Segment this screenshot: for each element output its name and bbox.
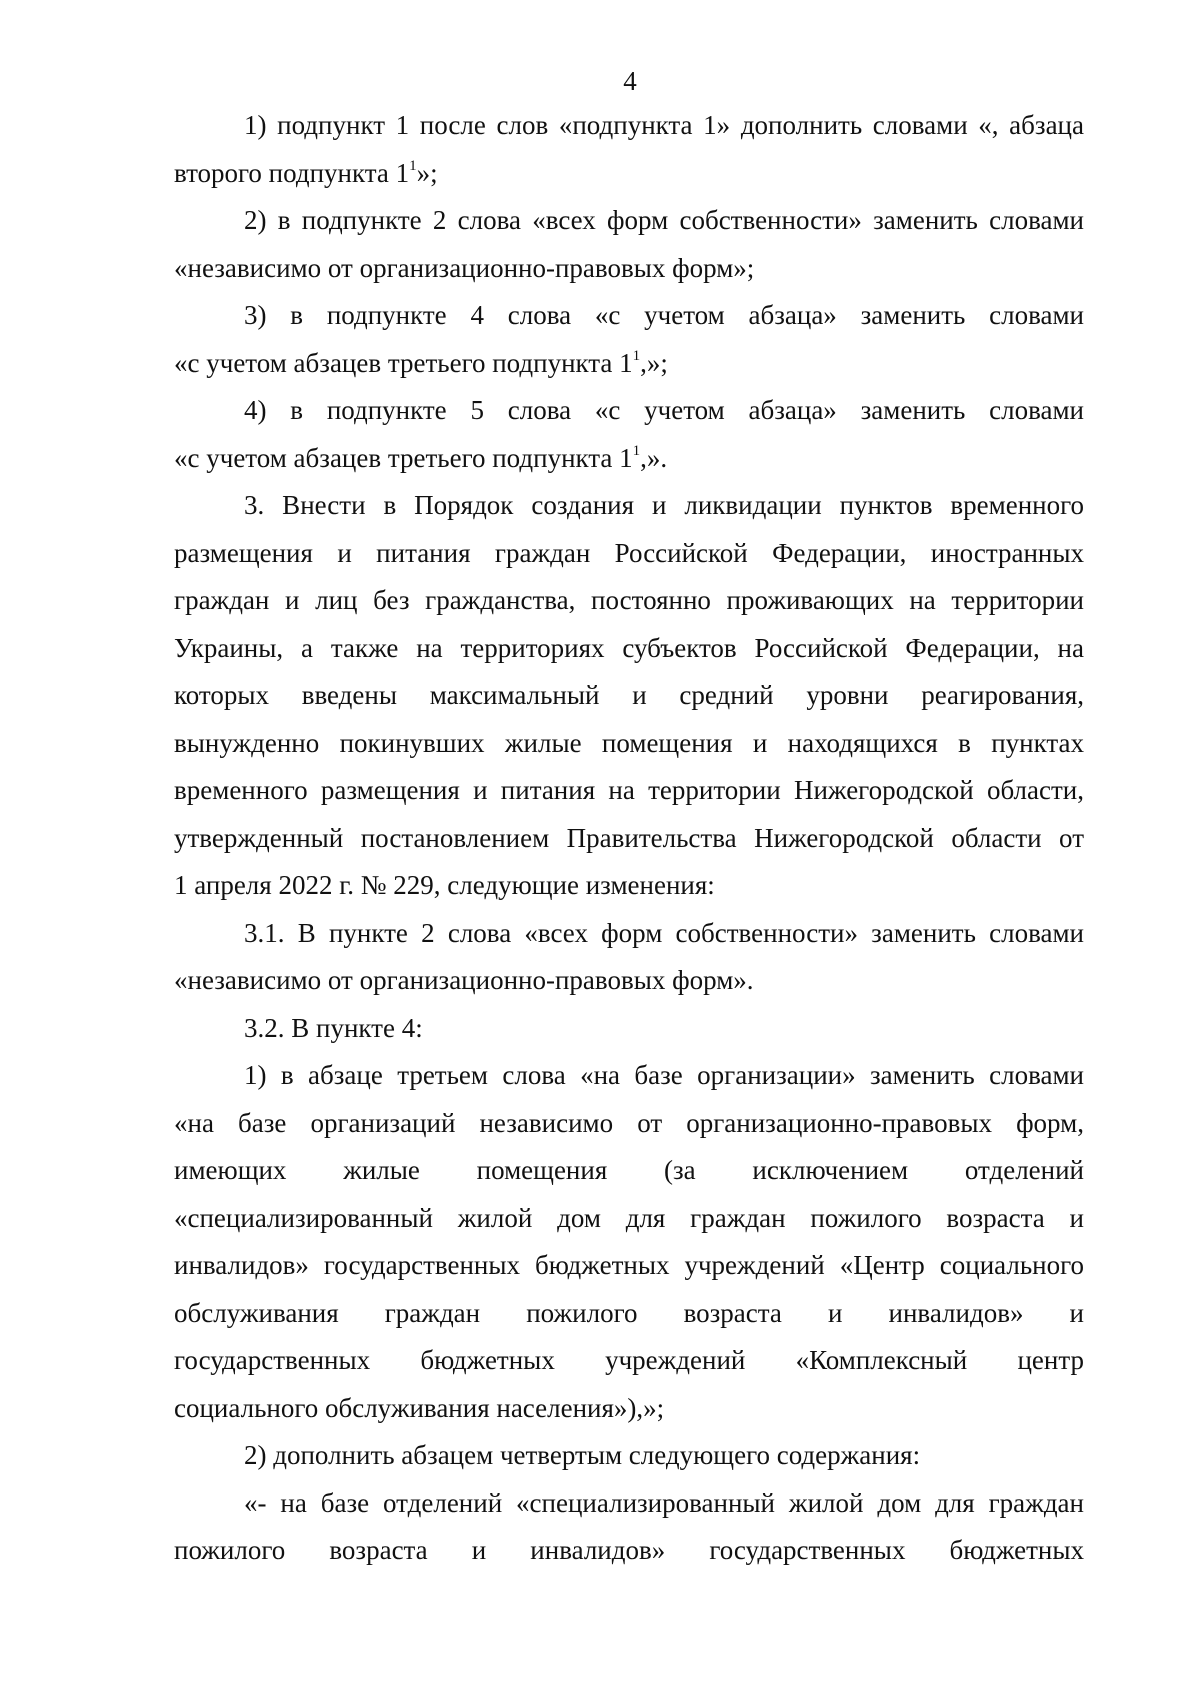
paragraph-item-3-2-sub-2 <box>174 1432 1084 1480</box>
text-line: 1) в абзаце третьем слова «на базе организации» заменить словами <box>244 1060 1084 1090</box>
text-line: 1 апреля 2022 г. № 229, следующие изменения: <box>174 870 715 900</box>
paragraph-subitem-1 <box>174 102 1084 197</box>
superscript: 1 <box>409 157 417 174</box>
paragraph-subitem-2 <box>174 197 1084 292</box>
text-line: «независимо от организационно-правовых форм». <box>174 965 754 995</box>
text-line: «специализированный жилой дом для граждан пожилого возраста и <box>174 1202 1084 1233</box>
text-line: социального обслуживания населения»),»; <box>174 1392 665 1423</box>
text-fragment: ,»; <box>640 347 668 378</box>
document-body <box>174 102 1084 1575</box>
text-line: временного размещения и питания на территории Нижегородской области, <box>174 775 1084 805</box>
paragraph-subitem-3 <box>174 292 1084 387</box>
text-line: Украины, а также на территориях субъектов Российской Федерации, на <box>174 632 1084 663</box>
text-fragment: «с учетом абзацев третьего подпункта 1 <box>174 347 633 378</box>
text-fragment: »; <box>416 157 438 188</box>
text-line <box>174 340 1084 388</box>
page-number: 4 <box>623 66 637 96</box>
text-line: обслуживания граждан пожилого возраста и инвалидов» и <box>174 1297 1084 1328</box>
text-line: «- на базе отделений «специализированный жилой дом для граждан <box>244 1487 1084 1518</box>
text-fragment: ,». <box>640 442 668 473</box>
text-fragment: второго подпункта 1 <box>174 157 410 188</box>
paragraph-item-3-2-sub-1 <box>174 1052 1084 1432</box>
text-line: утвержденный постановлением Правительства Нижегородской области от <box>174 822 1084 853</box>
text-line: 2) дополнить абзацем четвертым следующего содержания: <box>244 1440 921 1470</box>
text-line: 2) в подпункте 2 слова «всех форм собственности» заменить словами <box>244 205 1084 235</box>
text-line: 3.1. В пункте 2 слова «всех форм собственности» заменить словами <box>244 917 1084 948</box>
paragraph-item-3 <box>174 482 1084 910</box>
text-line: 3) в подпункте 4 слова «с учетом абзаца» заменить словами <box>244 300 1084 330</box>
text-fragment: «с учетом абзацев третьего подпункта 1 <box>174 442 633 473</box>
text-line: «независимо от организационно-правовых форм»; <box>174 252 755 283</box>
text-line: имеющих жилые помещения (за исключением отделений <box>174 1155 1084 1185</box>
text-line: 1) подпункт 1 после слов «подпункта 1» дополнить словами «, абзаца <box>244 110 1084 140</box>
text-line: государственных бюджетных учреждений «Комплексный центр <box>174 1345 1084 1375</box>
superscript: 1 <box>632 347 641 364</box>
text-line: 3. Внести в Порядок создания и ликвидации пунктов временного <box>244 490 1084 520</box>
text-line: 4) в подпункте 5 слова «с учетом абзаца» заменить словами <box>244 395 1084 425</box>
text-line: инвалидов» государственных бюджетных учреждений «Центр социального <box>174 1250 1084 1280</box>
text-line: 3.2. В пункте 4: <box>244 1012 423 1043</box>
superscript: 1 <box>632 442 641 459</box>
text-line: размещения и питания граждан Российской Федерации, иностранных <box>174 537 1084 568</box>
text-line: вынужденно покинувших жилые помещения и находящихся в пунктах <box>174 727 1084 758</box>
text-line: граждан и лиц без гражданства, постоянно проживающих на территории <box>174 585 1084 615</box>
text-line: которых введены максимальный и средний уровни реагирования, <box>174 680 1084 710</box>
paragraph-subitem-4 <box>174 387 1084 482</box>
text-line <box>174 435 1084 483</box>
text-line: пожилого возраста и инвалидов» государственных бюджетных <box>174 1535 1084 1565</box>
paragraph-item-3-2 <box>174 1005 1084 1053</box>
text-line <box>174 150 1084 198</box>
paragraph-item-3-1 <box>174 910 1084 1005</box>
text-line: «на базе организаций независимо от организационно-правовых форм, <box>174 1107 1084 1138</box>
paragraph-quote <box>174 1480 1084 1575</box>
